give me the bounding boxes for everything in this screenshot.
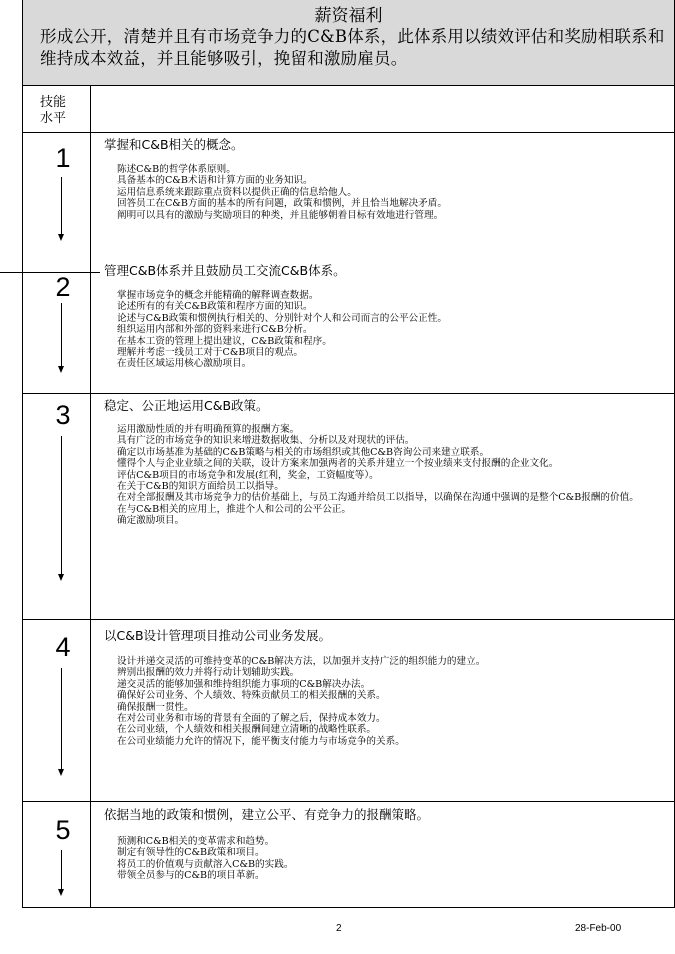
page-number: 2 [336, 923, 342, 934]
list-item: 陈述C&B的哲学体系原则。 [117, 164, 236, 175]
level-items [117, 290, 667, 370]
list-item: 带领全员参与的C&B的项目革新。 [117, 870, 265, 882]
down-arrow-icon [61, 668, 63, 776]
down-arrow-icon [61, 177, 63, 241]
list-item: 辨别出报酬的效力并将行动计划辅助实践。 [117, 667, 300, 679]
level-items [117, 656, 667, 747]
level-row-5 [22, 801, 675, 908]
level-items [117, 164, 667, 221]
level-row-2 [22, 261, 675, 393]
level-heading: 稳定、公正地运用C&B政策。 [104, 398, 269, 413]
level-heading: 依据当地的政策和惯例，建立公平、有竞争力的报酬策略。 [104, 807, 430, 822]
list-item: 具备基本的C&B术语和计算方面的业务知识。 [117, 175, 313, 187]
list-item: 组织运用内部和外部的资料来进行C&B分析。 [117, 324, 313, 336]
skill-level-label: 技能水平 [39, 95, 66, 126]
list-item: 掌握市场竞争的概念并能精确的解释调查数据。 [117, 290, 319, 301]
footer-date: 28-Feb-00 [575, 923, 622, 934]
list-item: 递交灵活的能够加强和维持组织能力事项的C&B解决办法。 [117, 678, 371, 690]
page-subtitle: 形成公开，清楚并且有市场竞争力的C&B体系，此体系用以绩效评估和奖励相联系和维持成本效益，并且能够吸引，挽留和激励雇员。 [40, 27, 665, 68]
level-items [117, 836, 667, 882]
level-number: 3 [55, 400, 71, 430]
list-item: 阐明可以具有的激励与奖励项目的种类，并且能够朝着目标有效地进行管理。 [117, 209, 444, 221]
level-heading: 管理C&B体系并且鼓励员工交流C&B体系。 [104, 263, 346, 278]
level-row-3 [22, 393, 675, 619]
down-arrow-icon [61, 303, 63, 373]
list-item: 在与C&B相关的应用上，推进个人和公司的公平公正。 [117, 503, 351, 515]
list-item: 论述所有的有关C&B政策和程序方面的知识。 [117, 301, 313, 313]
level-row-4 [22, 619, 675, 801]
list-item: 在对公司业务和市场的背景有全面的了解之后，保持成本效力。 [117, 713, 386, 725]
title-banner [22, 0, 675, 86]
list-item: 论述与C&B政策和惯例执行相关的、分别针对个人和公司而言的公平公正性。 [117, 312, 447, 324]
list-item: 具有广泛的市场竞争的知识来增进数据收集、分析以及对现状的评估。 [117, 435, 415, 447]
page-title: 薪资福利 [314, 6, 383, 26]
list-item: 确定以市场基准为基础的C&B策略与相关的市场组织或其他C&B咨询公司来建立联系。 [117, 446, 490, 458]
level-heading: 掌握和C&B相关的概念。 [104, 137, 244, 152]
list-item: 在公司业绩，个人绩效和相关报酬间建立清晰的战略性联系。 [117, 724, 377, 736]
list-item: 制定有领导性的C&B政策和项目。 [117, 847, 265, 859]
down-arrow-icon [61, 436, 63, 581]
level-row-1 [22, 133, 675, 261]
column-header-row [22, 86, 675, 133]
list-item: 确保好公司业务、个人绩效、特殊贡献员工的相关报酬的关系。 [117, 690, 386, 702]
list-item: 预测和C&B相关的变革需求和趋势。 [117, 836, 275, 847]
list-item: 运用激励性质的并有明确预算的报酬方案。 [117, 424, 300, 435]
list-item: 在基本工资的管理上提出建议，C&B政策和程序。 [117, 335, 332, 347]
list-item: 理解并考虑一线员工对于C&B项目的观点。 [117, 347, 304, 359]
list-item: 在对全部报酬及其市场竞争力的估价基础上，与员工沟通并给员工以指导，以确保在沟通中强调的是整个C&B报酬的价值。 [117, 492, 639, 504]
list-item: 确定激励项目。 [117, 515, 185, 527]
level-items [117, 424, 667, 527]
list-item: 确保报酬一贯性。 [117, 701, 194, 713]
list-item: 懂得个人与企业业绩之间的关联，设计方案来加强两者的关系并建立一个按业绩来支付报酬的企业文化。 [117, 458, 559, 470]
list-item: 在公司业绩能力允许的情况下，能平衡支付能力与市场竞争的关系。 [117, 735, 405, 747]
list-item: 在关于C&B的知识方面给员工以指导。 [117, 481, 284, 493]
list-item: 评估C&B项目的市场竞争和发展(红利，奖金，工资幅度等）。 [117, 469, 379, 481]
list-item: 运用信息系统来跟踪重点资料以提供正确的信息给他人。 [117, 186, 357, 198]
list-item: 在责任区域运用核心激励项目。 [117, 358, 252, 370]
down-arrow-icon [61, 850, 63, 896]
level-number: 4 [55, 632, 71, 662]
level-number: 2 [55, 272, 71, 302]
level-number: 5 [55, 815, 71, 845]
level-heading: 以C&B设计管理项目推动公司业务发展。 [104, 628, 332, 643]
list-item: 回答员工在C&B方面的基本的所有问题，政策和惯例，并且恰当地解决矛盾。 [117, 198, 447, 210]
level-number: 1 [55, 143, 71, 173]
list-item: 设计并递交灵活的可维持变革的C&B解决方法，以加强并支持广泛的组织能力的建立。 [117, 656, 486, 667]
list-item: 将员工的价值观与贡献溶入C&B的实践。 [117, 858, 294, 870]
